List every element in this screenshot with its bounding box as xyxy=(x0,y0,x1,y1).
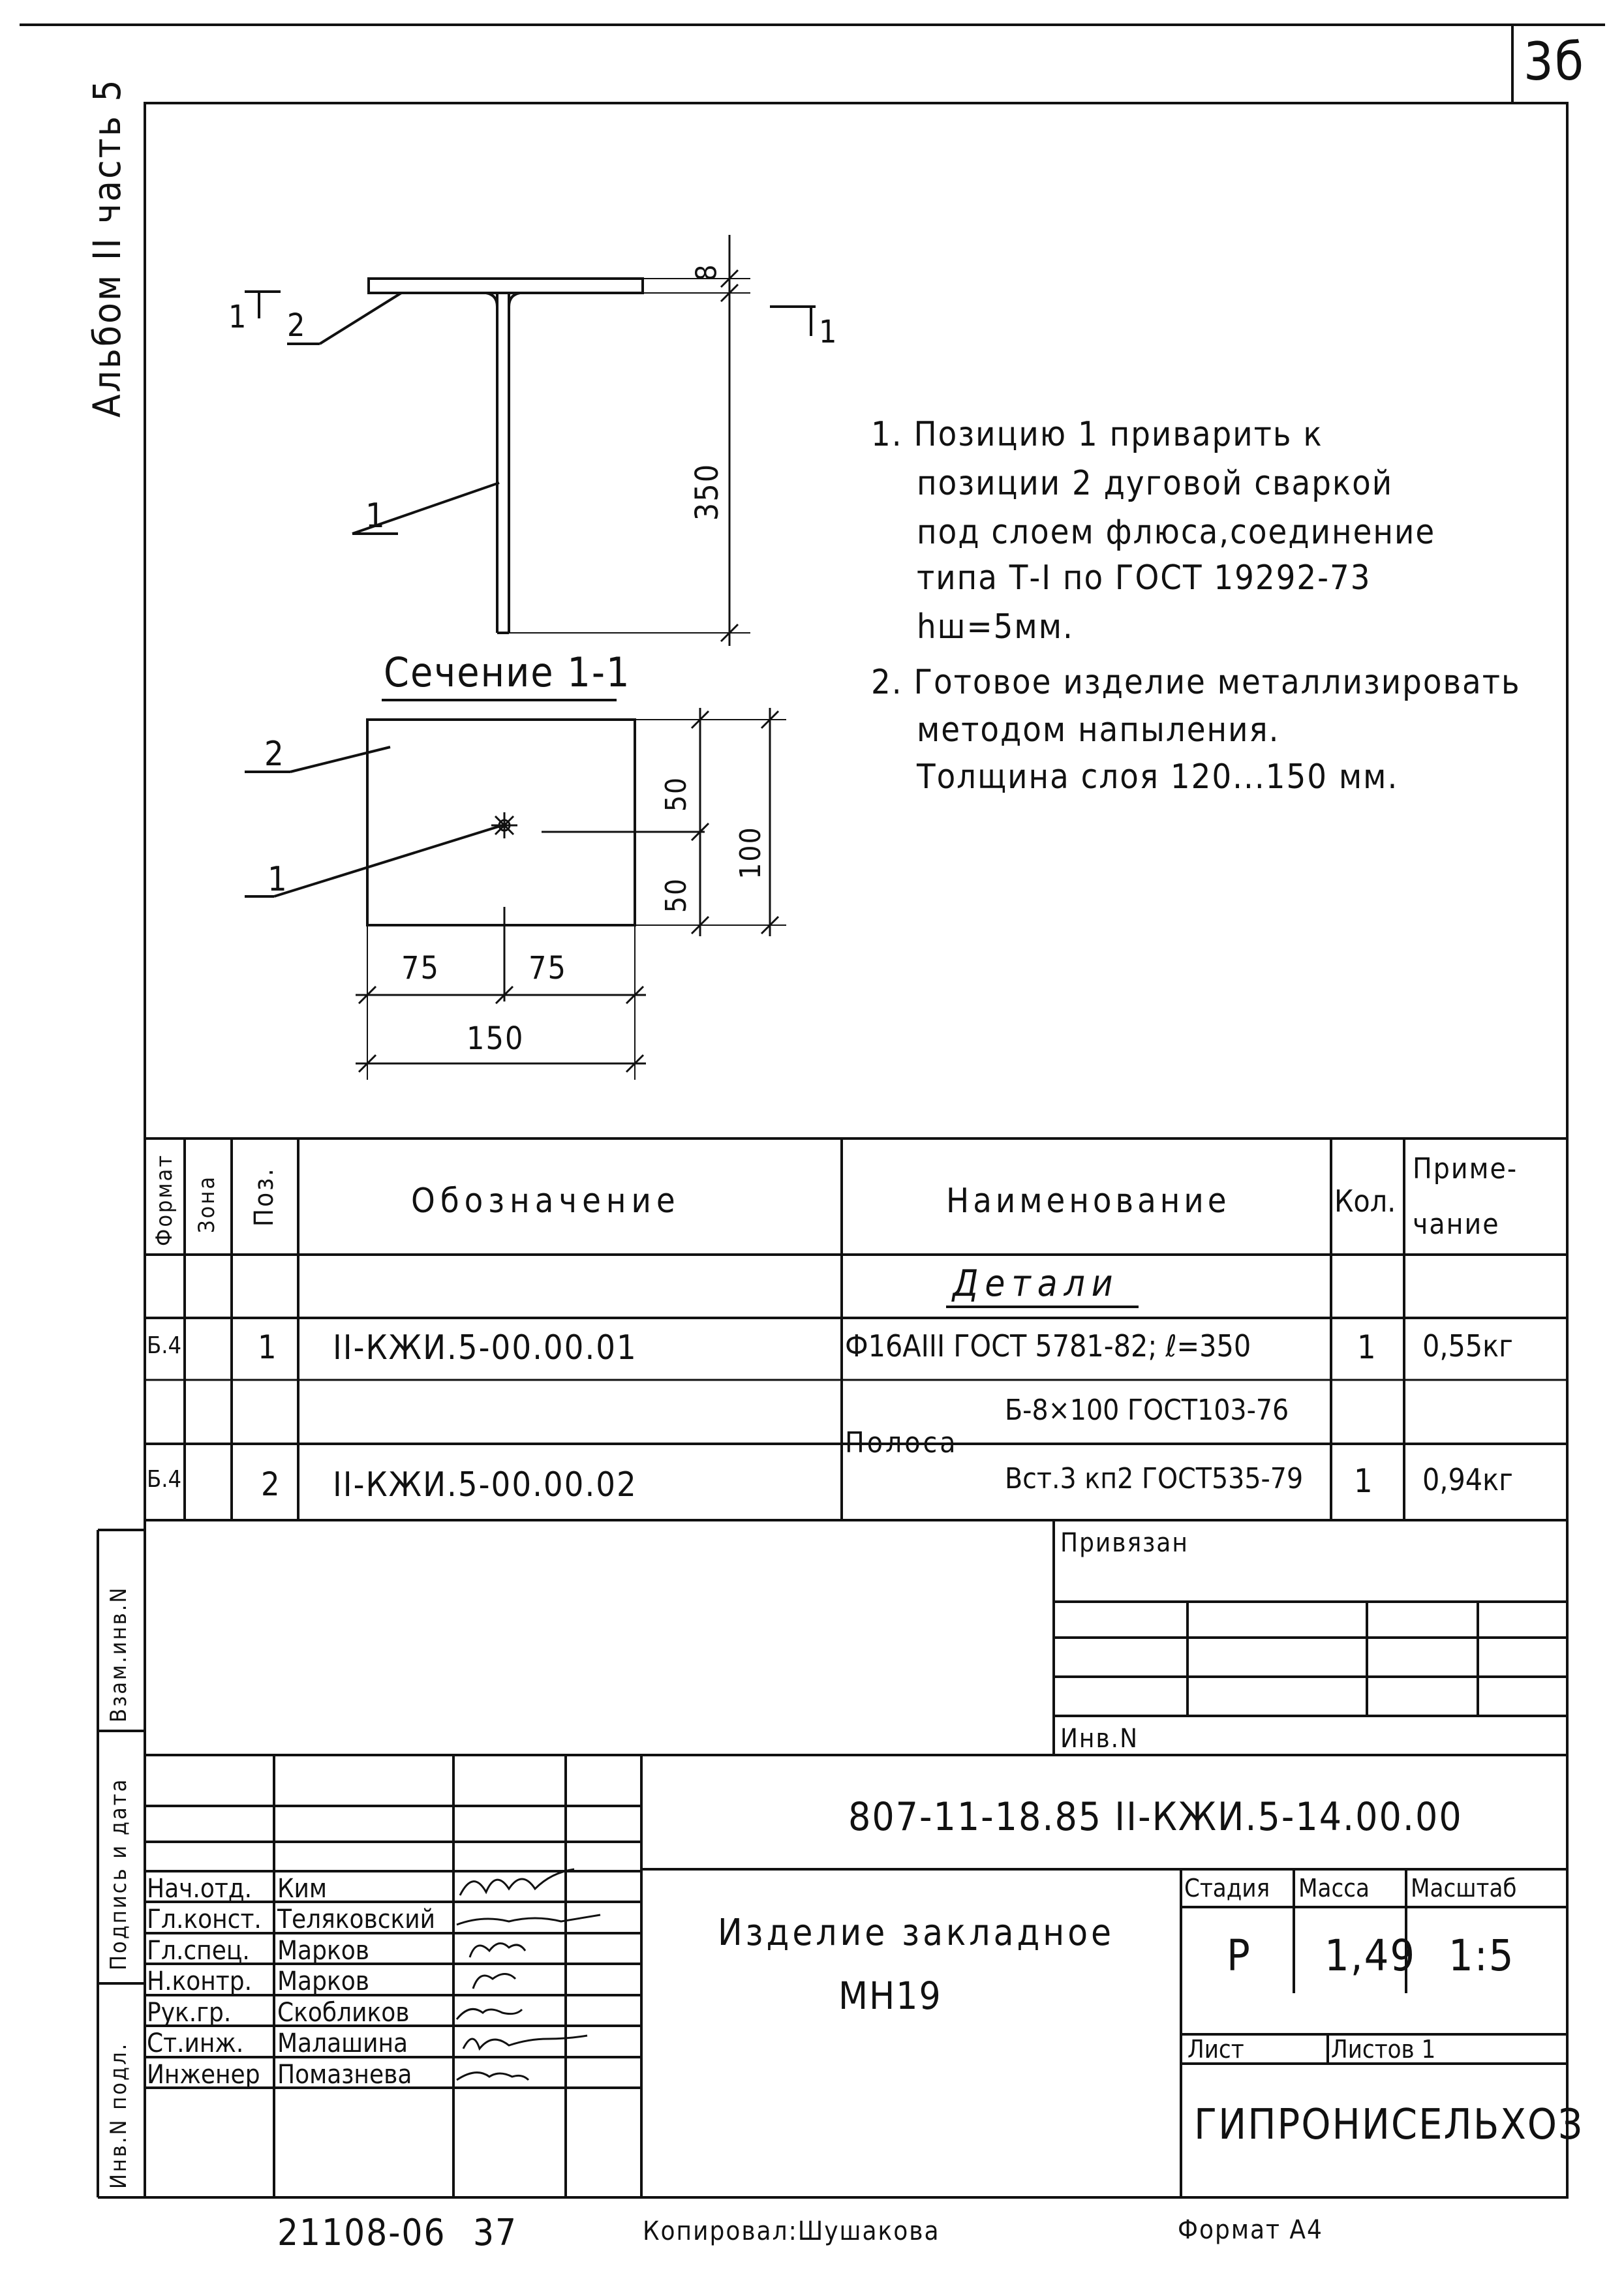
note-2-line-2: методом напыления. xyxy=(917,711,1280,750)
header-zone: Зона xyxy=(194,1174,220,1233)
role-cell: Гл.спец. xyxy=(147,1936,250,1966)
album-label: Альбом II часть 5 xyxy=(85,78,129,418)
dim-75-right: 75 xyxy=(529,950,567,986)
section-mark-left-top: 1 xyxy=(228,299,248,335)
title-line-2: МН19 xyxy=(838,1974,942,2018)
header-note-l1: Приме- xyxy=(1413,1152,1518,1185)
group-heading: Детали xyxy=(953,1262,1120,1305)
header-qty: Кол. xyxy=(1334,1184,1396,1219)
side-label-inv: Инв.N подл. xyxy=(106,2041,132,2189)
dim-8: 8 xyxy=(690,263,724,281)
inv-number-label: Инв.N xyxy=(1060,1724,1139,1754)
organization-name: ГИПРОНИСЕЛЬХОЗ xyxy=(1194,2101,1584,2149)
section-mark-right: 1 xyxy=(819,314,838,350)
header-note-l2: чание xyxy=(1413,1208,1500,1241)
role-cell: Инженер xyxy=(147,2060,260,2090)
dim-100: 100 xyxy=(733,826,767,879)
dim-50-top: 50 xyxy=(660,776,694,812)
stage-label: Стадия xyxy=(1184,1874,1270,1902)
row-designation: II-КЖИ.5-00.00.01 xyxy=(333,1328,637,1368)
footer-format: Формат А4 xyxy=(1178,2215,1323,2245)
note-1-line-4: типа Т-I по ГОСТ 19292-73 xyxy=(917,558,1371,598)
sheet-label: Лист xyxy=(1187,2035,1244,2064)
row-note: 0,94кг xyxy=(1422,1462,1513,1497)
note-1-line-5: hш=5мм. xyxy=(917,607,1074,647)
header-designation: Обозначение xyxy=(411,1182,681,1221)
privyazan-label: Привязан xyxy=(1060,1528,1189,1558)
dim-350: 350 xyxy=(689,463,726,521)
title-line-1: Изделие закладное xyxy=(718,1912,1115,1954)
role-cell: Нач.отд. xyxy=(147,1874,253,1904)
section-pos-2: 2 xyxy=(264,735,285,774)
scale-label: Масштаб xyxy=(1411,1874,1517,1902)
row-qty: 1 xyxy=(1354,1462,1374,1500)
header-format: Формат xyxy=(151,1153,177,1246)
row-qty: 1 xyxy=(1357,1328,1377,1366)
row-name: Ф16АIII ГОСТ 5781-82; ℓ=350 xyxy=(845,1328,1251,1364)
section-mark-left-bottom: 2 xyxy=(287,307,307,344)
signature-mark xyxy=(460,1869,574,1895)
signature-mark xyxy=(457,2073,529,2080)
row-format: Б.4 xyxy=(147,1332,182,1359)
side-label-podp: Подпись и дата xyxy=(106,1777,132,1970)
scale-value: 1:5 xyxy=(1448,1931,1515,1981)
footer-number: 21108-06 xyxy=(277,2212,446,2254)
header-name: Наименование xyxy=(946,1182,1231,1221)
row-name-main: Полоса xyxy=(845,1426,958,1459)
name-cell: Ким xyxy=(277,1874,328,1904)
mass-value: 1,49 xyxy=(1325,1931,1417,1981)
section-pos-1: 1 xyxy=(268,860,288,899)
row-pos: 2 xyxy=(261,1465,281,1503)
row-name-bottom: Вст.3 кп2 ГОСТ535-79 xyxy=(1005,1462,1304,1495)
row-designation: II-КЖИ.5-00.00.02 xyxy=(333,1465,637,1505)
note-1-line-2: позиции 2 дуговой сваркой xyxy=(917,464,1394,503)
signature-mark xyxy=(457,1915,600,1925)
signature-mark xyxy=(470,1944,525,1957)
role-cell: Гл.конст. xyxy=(147,1904,262,1934)
row-pos: 1 xyxy=(258,1328,278,1366)
name-cell: Малашина xyxy=(277,2028,408,2058)
pos-label-1: 1 xyxy=(365,497,386,536)
role-cell: Ст.инж. xyxy=(147,2028,244,2058)
sheet-number: 3б xyxy=(1524,31,1586,92)
mass-label: Масса xyxy=(1298,1874,1370,1902)
signature-mark xyxy=(473,1974,515,1989)
section-title: Сечение 1-1 xyxy=(384,649,631,696)
stage-value: Р xyxy=(1227,1931,1251,1981)
role-cell: Рук.гр. xyxy=(147,1998,232,2028)
note-2-line-3: Толщина слоя 120...150 мм. xyxy=(917,757,1399,797)
signature-mark xyxy=(457,2009,522,2019)
dim-75-left: 75 xyxy=(401,950,440,986)
name-cell: Помазнева xyxy=(277,2060,412,2090)
side-label-vzam: Взам.инв.N xyxy=(106,1585,132,1722)
dim-150: 150 xyxy=(467,1020,525,1057)
note-1-line-3: под слоем флюса,соединение xyxy=(917,513,1436,552)
row-name-top: Б-8×100 ГОСТ103-76 xyxy=(1005,1394,1289,1427)
row-format: Б.4 xyxy=(147,1466,182,1493)
role-cell: Н.контр. xyxy=(147,1966,253,1996)
name-cell: Теляковский xyxy=(277,1904,436,1934)
header-pos: Поз. xyxy=(249,1167,279,1227)
name-cell: Марков xyxy=(277,1966,369,1996)
signature-mark xyxy=(463,2036,587,2049)
sheets-label: Листов 1 xyxy=(1331,2035,1436,2064)
name-cell: Скобликов xyxy=(277,1998,410,2028)
footer-page: 37 xyxy=(473,2212,518,2254)
footer-copied: Копировал:Шушакова xyxy=(643,2216,940,2246)
name-cell: Марков xyxy=(277,1936,369,1966)
dim-50-bottom: 50 xyxy=(660,877,694,913)
row-note: 0,55кг xyxy=(1422,1328,1513,1364)
note-1-line-1: 1. Позицию 1 приварить к xyxy=(871,415,1323,454)
note-2-line-1: 2. Готовое изделие металлизировать xyxy=(871,663,1521,702)
document-code: 807-11-18.85 II-КЖИ.5-14.00.00 xyxy=(848,1794,1463,1840)
